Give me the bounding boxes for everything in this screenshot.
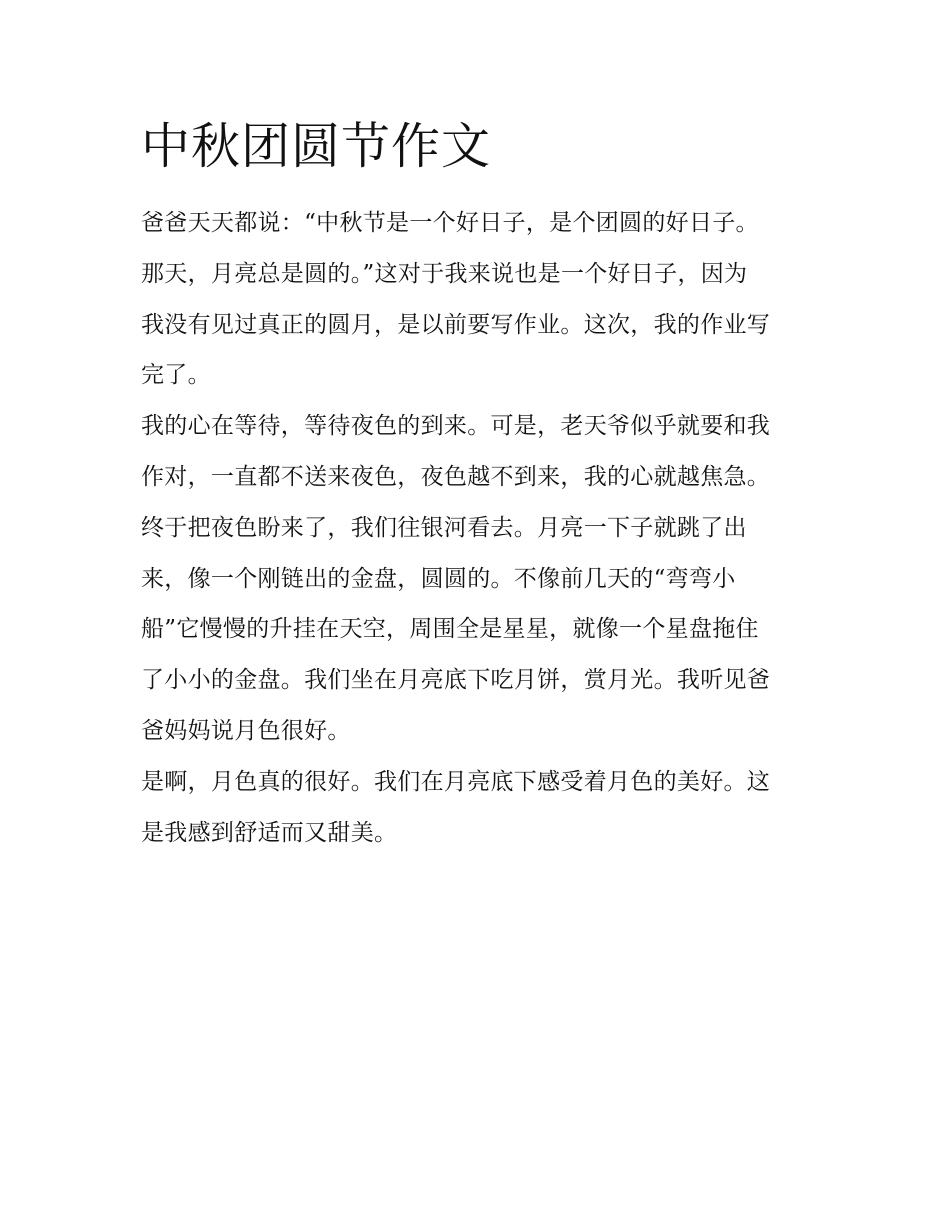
text-line: 是啊，月色真的很好。我们在月亮底下感受着月色的美好。这	[141, 768, 771, 795]
text-line: 爸爸天天都说：“中秋节是一个好日子，是个团圆的好日子。	[141, 210, 759, 236]
text-line: 终于把夜色盼来了，我们往银河看去。月亮一下子就跳了出	[141, 514, 747, 541]
essay-content	[141, 116, 813, 858]
text-line: 船”它慢慢的升挂在天空，周围全是星星，就像一个星盘拖住	[141, 616, 759, 643]
text-line: 爸妈妈说月色很好。	[141, 717, 351, 744]
text-line: 来，像一个刚链出的金盘，圆圆的。不像前几天的“弯弯小	[141, 565, 736, 592]
text-line: 了小小的金盘。我们坐在月亮底下吃月饼，赏月光。我听见爸	[141, 667, 771, 694]
essay-title: 中秋团圆节作文	[141, 118, 492, 175]
text-line: 完了。	[141, 362, 211, 389]
text-line: 那天，月亮总是圆的。”这对于我来说也是一个好日子，因为	[141, 260, 748, 287]
text-line: 作对，一直都不送来夜色，夜色越不到来，我的心就越焦急。	[141, 463, 771, 490]
text-line: 是我感到舒适而又甜美。	[141, 819, 398, 846]
text-line: 我没有见过真正的圆月，是以前要写作业。这次，我的作业写	[141, 311, 771, 338]
text-line: 我的心在等待，等待夜色的到来。可是，老天爷似乎就要和我	[141, 413, 771, 440]
essay-body	[141, 198, 813, 858]
